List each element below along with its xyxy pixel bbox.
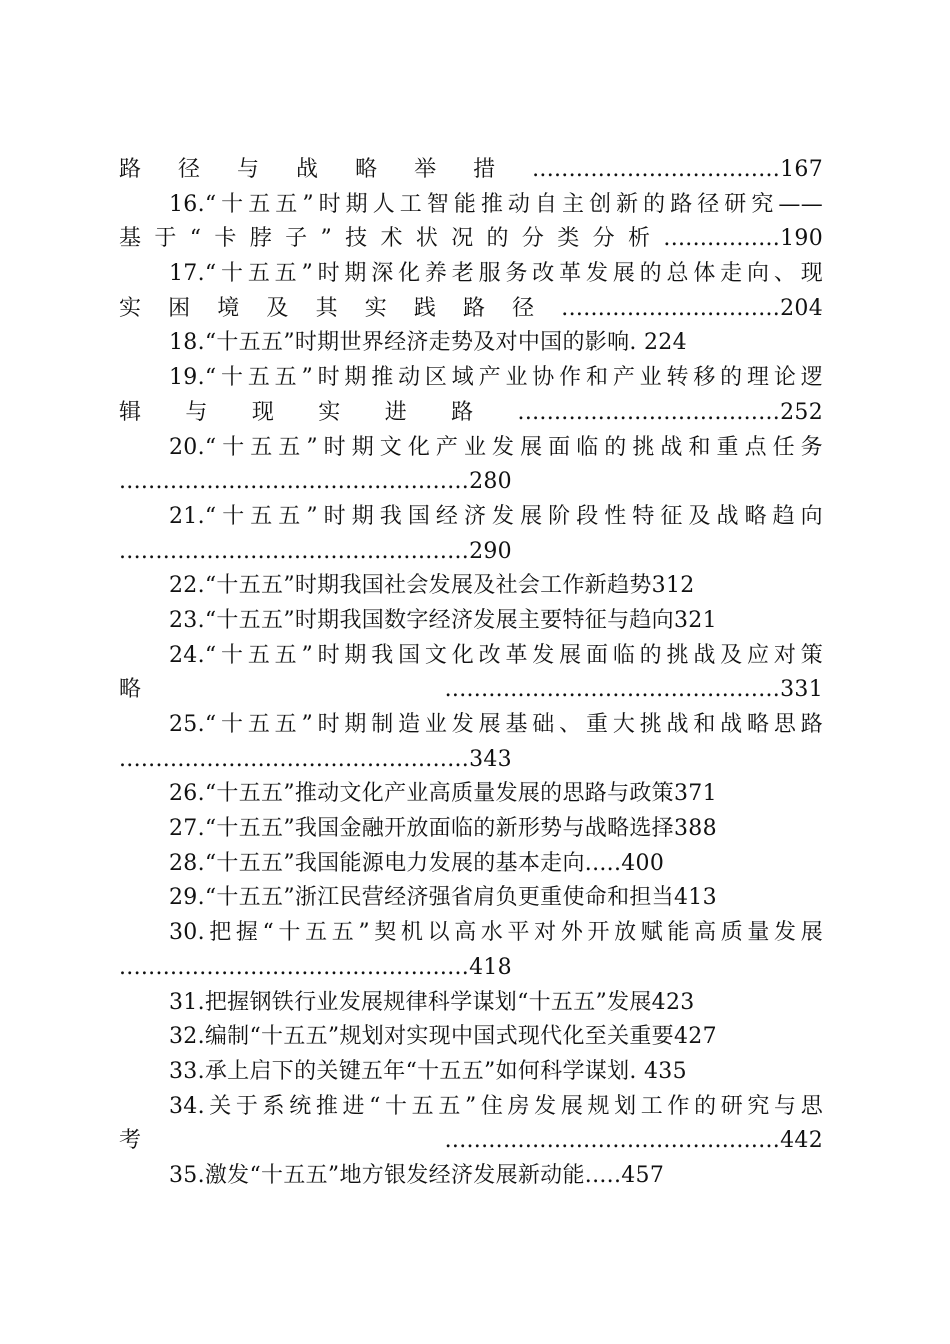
toc-line[interactable]: 辑与现实进路....................................252 [119, 399, 823, 425]
toc-line[interactable]: 基于“卡脖子”技术状况的分类分析................190 [119, 226, 823, 252]
toc-line[interactable]: 20.“十五五”时期文化产业发展面临的挑战和重点任务 [169, 434, 823, 460]
toc-line[interactable]: ................................................343 [119, 746, 512, 772]
toc-line[interactable]: 16.“十五五”时期人工智能推动自主创新的路径研究—— [169, 191, 823, 217]
toc-line[interactable]: 32.编制“十五五”规划对实现中国式现代化至关重要427 [169, 1024, 717, 1050]
toc-line[interactable]: 24.“十五五”时期我国文化改革发展面临的挑战及应对策 [169, 642, 823, 668]
toc-line[interactable]: 17.“十五五”时期深化养老服务改革发展的总体走向、现 [169, 261, 823, 287]
toc-line[interactable]: 18.“十五五”时期世界经济走势及对中国的影响. 224 [169, 330, 687, 356]
toc-line[interactable]: 略..............................................331 [119, 677, 823, 703]
table-of-contents [119, 153, 823, 1194]
toc-line[interactable]: 30.把握“十五五”契机以高水平对外开放赋能高质量发展 [169, 920, 823, 946]
toc-line[interactable]: 28.“十五五”我国能源电力发展的基本走向.....400 [169, 850, 665, 876]
toc-line[interactable]: 25.“十五五”时期制造业发展基础、重大挑战和战略思路 [169, 712, 823, 737]
toc-line[interactable]: 19.“十五五”时期推动区域产业协作和产业转移的理论逻 [169, 365, 823, 391]
toc-line[interactable]: 35.激发“十五五”地方银发经济发展新动能.....457 [169, 1162, 665, 1188]
toc-line[interactable]: 29.“十五五”浙江民营经济强省肩负更重使命和担当413 [169, 885, 717, 911]
toc-line[interactable]: 26.“十五五”推动文化产业高质量发展的思路与政策371 [169, 781, 717, 807]
toc-line[interactable]: ................................................290 [119, 538, 512, 564]
toc-line[interactable]: 21.“十五五”时期我国经济发展阶段性特征及战略趋向 [169, 503, 823, 529]
toc-line[interactable]: 34.关于系统推进“十五五”住房发展规划工作的研究与思 [169, 1093, 823, 1119]
toc-line[interactable]: 27.“十五五”我国金融开放面临的新形势与战略选择388 [169, 816, 717, 842]
toc-line[interactable]: 22.“十五五”时期我国社会发展及社会工作新趋势312 [169, 573, 695, 599]
toc-line[interactable]: ................................................418 [119, 954, 512, 980]
toc-line[interactable]: 实困境及其实践路径..............................204 [119, 295, 823, 321]
toc-line[interactable]: 31.把握钢铁行业发展规律科学谋划“十五五”发展423 [169, 989, 695, 1015]
toc-line[interactable]: ................................................280 [119, 469, 512, 495]
toc-line[interactable]: 33.承上启下的关键五年“十五五”如何科学谋划. 435 [169, 1058, 687, 1084]
toc-line[interactable]: 考..............................................442 [119, 1128, 823, 1154]
toc-line[interactable]: 23.“十五五”时期我国数字经济发展主要特征与趋向321 [169, 607, 717, 633]
toc-line[interactable]: 路径与战略举措..................................167 [119, 157, 823, 182]
